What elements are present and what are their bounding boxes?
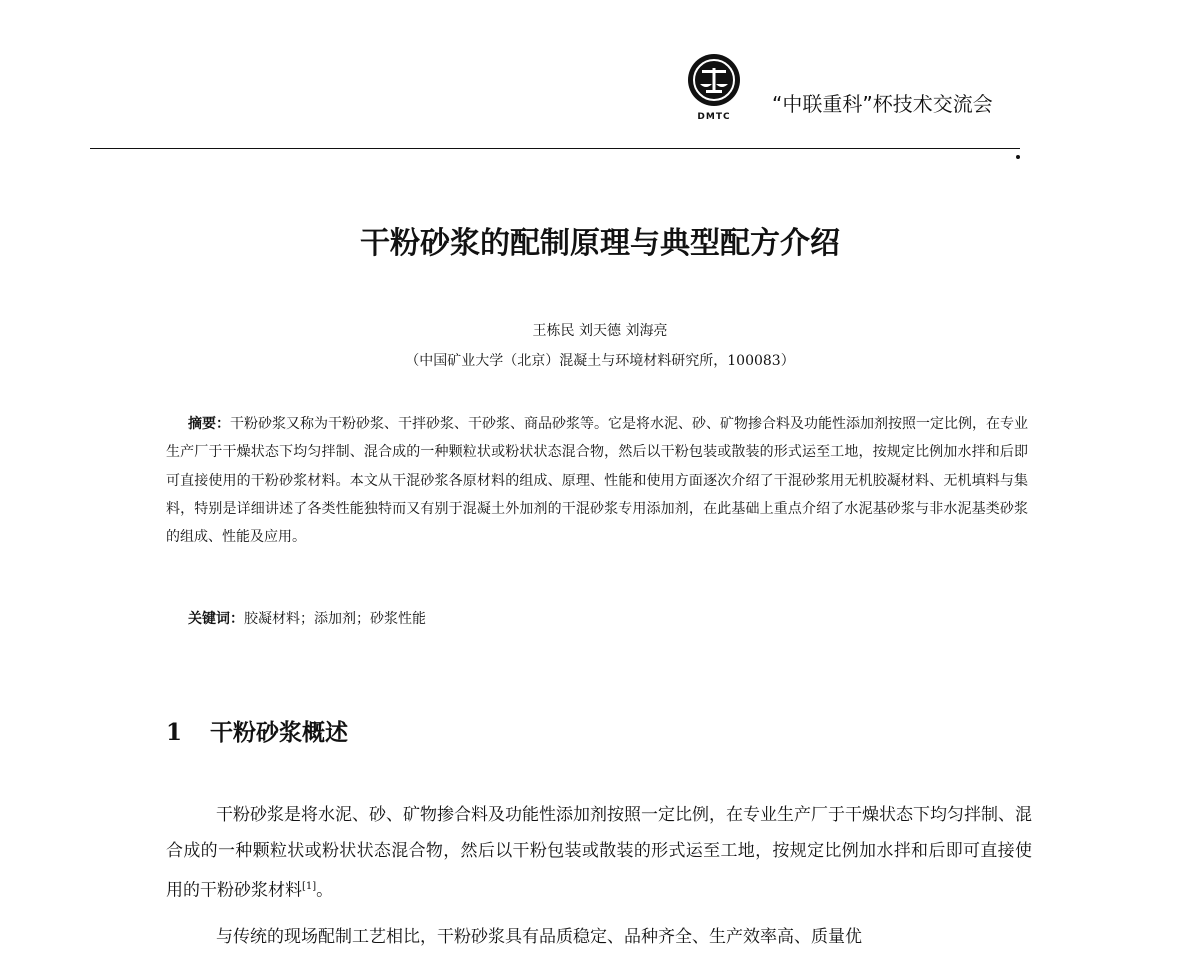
abstract-label: 摘要：: [188, 416, 230, 432]
paper-title: 干粉砂浆的配制原理与典型配方介绍: [360, 226, 840, 261]
citation-ref: [1]: [302, 881, 317, 892]
abstract-text: 干粉砂浆又称为干粉砂浆、干拌砂浆、干砂浆、商品砂浆等。它是将水泥、砂、矿物掺合料及功能性添加剂按照一定比例，在专业生产厂于干燥状态下均匀拌制、混合成的一种颗粒状或粉状状态混合物，然后以干粉包装或散装的形式运至工地，按规定比例加水拌和后即可直接使用的干粉砂浆材料。本文从干混砂浆各原材料的组成、原理、性能和使用方面逐次介绍了干混砂浆用无机胶凝材料、无机填料与集料，特别是详细讲述了各类性能独特而又有别于混凝土外加剂的干混砂浆专用添加剂，在此基础上重点介绍了水泥基砂浆与非水泥基类砂浆的组成、性能及应用。: [166, 416, 1028, 546]
section-heading: [166, 714, 348, 747]
abstract: [166, 410, 1028, 551]
paragraph-1-text: 干粉砂浆是将水泥、砂、矿物掺合料及功能性添加剂按照一定比例，在专业生产厂于干燥状态下均匀拌制、混合成的一种颗粒状或粉状状态混合物，然后以干粉包装或散装的形式运至工地，按规定比例加水拌和后即可直接使用的干粉砂浆材料: [166, 805, 1032, 901]
section-number: 1: [166, 719, 183, 746]
keywords-text: 胶凝材料；添加剂；砂浆性能: [244, 611, 426, 627]
keywords: [188, 608, 426, 628]
conference-logo: [684, 50, 744, 130]
section-title: 干粉砂浆概述: [210, 720, 348, 746]
header-rule: [90, 148, 1020, 149]
keywords-label: 关键词：: [188, 611, 244, 627]
logo-text: DMTC: [697, 112, 731, 122]
scales-emblem-icon: [684, 50, 744, 110]
body-paragraph-1: [166, 797, 1032, 909]
body-paragraph-2: 与传统的现场配制工艺相比，干粉砂浆具有品质稳定、品种齐全、生产效率高、质量优: [216, 927, 862, 947]
paper-authors: 王栋民 刘天德 刘海亮: [532, 323, 668, 339]
header-rule-dot: [1016, 155, 1020, 159]
paragraph-1-end: 。: [316, 880, 334, 901]
paper-affiliation: （中国矿业大学（北京）混凝土与环境材料研究所，100083）: [405, 353, 795, 369]
conference-name: “中联重科”杯技术交流会: [772, 92, 993, 116]
